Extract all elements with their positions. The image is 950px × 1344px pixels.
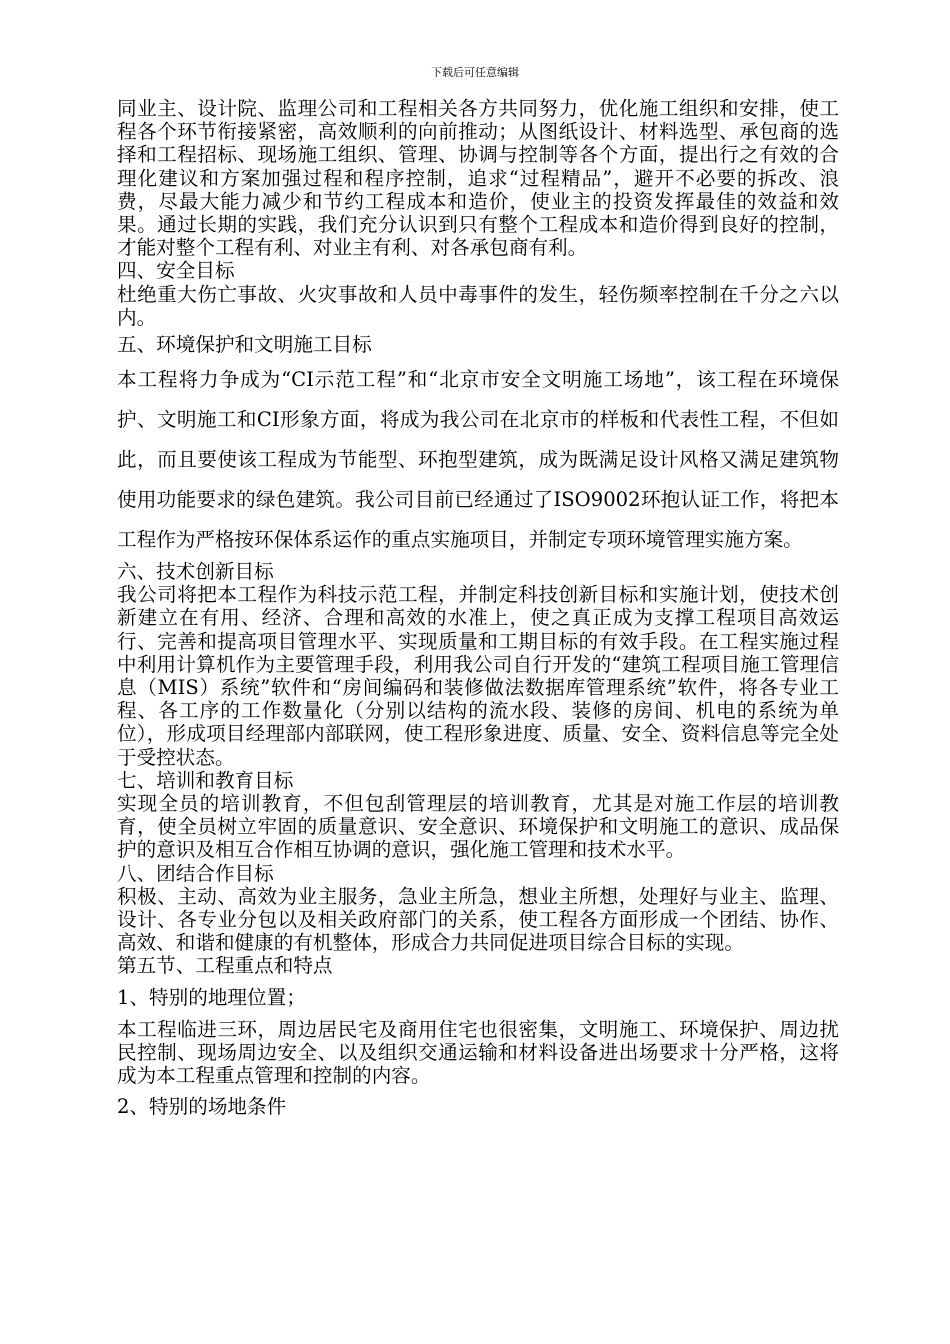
heading-cooperation-goal: 八、团结合作目标	[117, 861, 274, 885]
paragraph-cost-control: 同业主、设计院、监理公司和工程相关各方共同努力，优化施工组织和安排，使工程各个环节衔接紧密，高效顺利的向前推动；从图纸设计、材料选型、承包商的选择和工程招标、现场施工组织、管理、协调与控制等各个方面，提出行之有效的合理化建议和方案加强过程和程序控制，追求“过程精品”，避开不必要的拆改、浪费，尽最大能力减少和节约工程成本和造价，使业主的投资发挥最佳的效益和效果。通过长期的实践，我们充分认识到只有整个工程成本和造价得到良好的控制，才能对整个工程有利、对业主有利、对各承包商有利。	[117, 97, 839, 260]
heading-section-five: 第五节、工程重点和特点	[117, 954, 333, 978]
heading-innovation-goal: 六、技术创新目标	[117, 560, 274, 584]
document-body	[117, 97, 839, 1127]
heading-special-site: 2、特别的场地条件	[117, 1095, 287, 1119]
paragraph-training-goal: 实现全员的培训教育，不但包刮管理层的培训教育，尤其是对施工作层的培训教育，使全员树立牢固的质量意识、安全意识、环境保护和文明施工的意识、成品保护的意识及相互合作相互协调的意识，强化施工管理和技术水平。	[117, 792, 839, 862]
paragraph-special-location: 本工程临进三环，周边居民宅及商用住宅也很密集，文明施工、环境保护、周边扰民控制、现场周边安全、以及组织交通运输和材料设备进出场要求十分严格，这将成为本工程重点管理和控制的内容。	[117, 1017, 839, 1088]
heading-safety-goal: 四、安全目标	[117, 259, 235, 283]
heading-environment-goal: 五、环境保护和文明施工目标	[117, 333, 372, 357]
paragraph-safety-goal: 杜绝重大伤亡事故、火灾事故和人员中毒事件的发生，轻伤频率控制在千分之六以内。	[117, 282, 839, 329]
heading-training-goal: 七、培训和教育目标	[117, 768, 294, 792]
page-header: 下载后可任意编辑	[431, 66, 519, 79]
paragraph-innovation-goal: 我公司将把本工程作为科技示范工程，并制定科技创新目标和实施计划，使技术创新建立在有用、经济、合理和高效的水准上，使之真正成为支撑工程项目高效运行、完善和提高项目管理水平、实现质量和工期目标的有效手段。在工程实施过程中利用计算机作为主要管理手段，利用我公司自行开发的“建筑工程项目施工管理信息（MIS）系统”软件和“房间编码和装修做法数据库管理系统”软件，将各专业工程、各工序的工作数量化（分别以结构的流水段、装修的房间、机电的系统为单位），形成项目经理部内部联网，使工程形象进度、质量、安全、资料信息等完全处于受控状态。	[117, 583, 839, 769]
paragraph-cooperation-goal: 积极、主动、高效为业主服务，急业主所急，想业主所想，处理好与业主、监理、设计、各专业分包以及相关政府部门的关系，使工程各方面形成一个团结、协作、高效、和谐和健康的有机整体，形成合力共同促进项目综合目标的实现。	[117, 884, 839, 955]
heading-special-location: 1、特别的地理位置；	[117, 985, 306, 1009]
paragraph-environment-goal: 本工程将力争成为“CI示范工程”和“北京市安全文明施工场地”，该工程在环境保护、文明施工和CI形象方面，将成为我公司在北京市的样板和代表性工程，不但如此，而且要使该工程成为节能型、环抱型建筑，成为既满足设计风格又满足建筑物使用功能要求的绿色建筑。我公司目前已经通过了ISO9002环抱认证工作，将把本工程作为严格按环保体系运作的重点实施项目，并制定专项环境管理实施方案。	[117, 368, 839, 552]
